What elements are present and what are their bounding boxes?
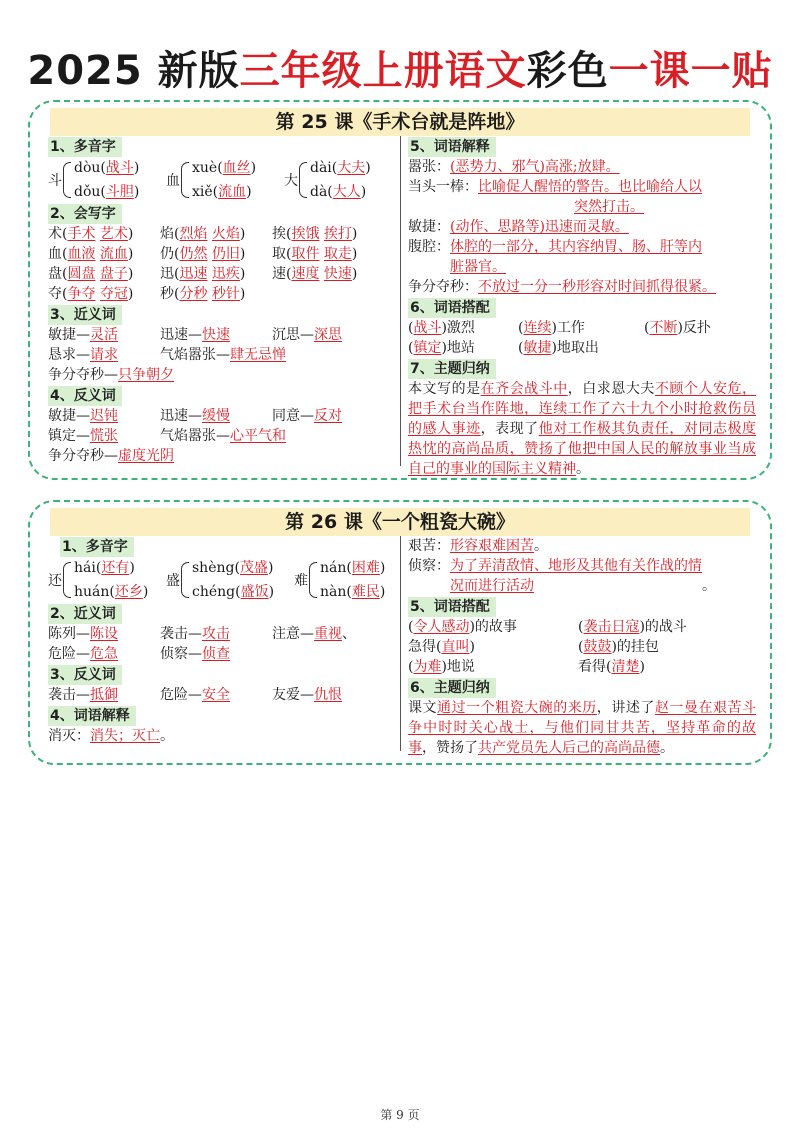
antonym-grid: 袭击—抵御 危险—安全 友爱—仇恨: [48, 687, 342, 703]
polyphone-item: 难 nán(困难) nàn(难民): [294, 560, 386, 600]
write-item: 速(速度 快速): [272, 266, 358, 282]
write-item: 术(手术 艺术): [48, 226, 134, 242]
polyphone-item: 大 dài(大夫) dà(大人): [284, 160, 371, 200]
section-heading: 6、词语搭配: [408, 298, 496, 318]
section-heading: 1、多音字: [48, 137, 122, 157]
theme-paragraph: 本文写的是在齐会战斗中，白求恩大夫不顾个人安危，把手术台当作阵地，连续工作了六十九个小时抢救伤员的感人事迹，表现了他对工作极其负责任，对同志极度热忱的高尚品质，赞扬了他把中国人民的解放事业当成自己的事业的国际主义精神。: [408, 381, 757, 477]
write-item: 挨(挨饿 挨打): [272, 226, 358, 242]
page-title: [0, 44, 800, 98]
write-item: 仍(仍然 仍旧): [160, 246, 246, 262]
polyphone-group: [48, 557, 398, 603]
section-heading: 6、主题归纳: [408, 678, 496, 698]
definition-row: 消灭： 消失；灭亡 。: [48, 728, 174, 744]
write-item: 焰(烈焰 火焰): [160, 226, 246, 242]
synonym-grid: 陈列—陈设 袭击—攻击 注意—重视、 危险—危急 侦察—侦查: [48, 626, 356, 662]
write-chars-grid: [48, 224, 398, 304]
section-heading: 3、近义词: [48, 305, 122, 325]
collocation-grid: (令人感动)的故事 (袭击日寇)的战斗 急得(直叫) (鼓鼓)的挂包 (为难)地说 看得(清楚): [408, 619, 687, 675]
column-divider: [400, 536, 401, 751]
section-heading: 2、近义词: [48, 604, 122, 624]
brace-icon: [309, 562, 317, 598]
title-grade: 三年级上册语文: [239, 48, 527, 94]
write-item: 秒(分秒 秒针): [160, 286, 246, 302]
theme-paragraph: 课文通过一个粗瓷大碗的来历，讲述了赵一曼在艰苦斗争中时时关心战士，与他们同甘共苦，坚持革命的故事，赞扬了共产党员先人后己的高尚品德。: [408, 700, 757, 756]
definition-row: 侦察： 为了弄清敌情、地形及其他有关作战的情 况而进行活动 。: [408, 558, 716, 594]
lesson-25-left-column: [48, 136, 398, 466]
write-item: 取(取件 取走): [272, 246, 358, 262]
section-heading: 4、反义词: [48, 386, 122, 406]
lesson-26-heading: 第 26 课《一个粗瓷大碗》: [50, 508, 750, 536]
lesson-26-left-column: [48, 536, 398, 746]
section-heading: 2、会写字: [48, 204, 122, 224]
lesson-25-right-column: [408, 136, 756, 479]
write-item: 迅(迅速 迅疾): [160, 266, 246, 282]
lesson-26-card: [28, 500, 772, 765]
antonym-grid: 敏捷—迟钝 迅速—缓慢 同意—反对 镇定—慌张 气焰嚣张—心平气和 争分夺秒—虚度光阴: [48, 408, 342, 464]
definition-row: 嚣张： (恶势力、邪气)高涨;放肆。: [408, 159, 620, 175]
definition-row: 争分夺秒： 不放过一分一秒形容对时间抓得很紧。: [408, 279, 716, 295]
write-item: 血(血液 流血): [48, 246, 134, 262]
synonym-grid: 敏捷—灵活 迅速—快速 沉思—深思 恳求—请求 气焰嚣张—肆无忌惮 争分夺秒—只争朝夕: [48, 327, 342, 383]
brace-icon: [63, 562, 71, 598]
brace-icon: [181, 562, 189, 598]
write-item: 盘(圆盘 盘子): [48, 266, 134, 282]
write-item: 夺(争夺 夺冠): [48, 286, 134, 302]
brace-icon: [63, 162, 71, 198]
definition-row: 艰苦： 形容艰难困苦 。: [408, 538, 548, 554]
polyphone-item: 斗 dòu(战斗) dǒu(斗胆): [48, 160, 140, 200]
polyphone-item: 还 hái(还有) huán(还乡): [48, 560, 149, 600]
page-number: 第 9 页: [380, 1108, 420, 1122]
brace-icon: [181, 162, 189, 198]
collocation-row: (镇定)地站 (敏捷)地取出: [408, 340, 599, 356]
column-divider: [400, 136, 401, 466]
section-heading: 5、词语解释: [408, 137, 496, 157]
section-heading: 1、多音字: [60, 537, 134, 557]
polyphone-group: [48, 157, 398, 203]
definition-row: 当头一棒： 比喻促人醒悟的警告。也比喻给人以 突然打击。: [408, 179, 702, 215]
polyphone-item: 盛 shèng(茂盛) chéng(盛饭): [166, 560, 275, 600]
section-heading: 4、词语解释: [48, 706, 136, 726]
polyphone-item: 血 xuè(血丝) xiě(流血): [166, 160, 257, 200]
lesson-25-heading: 第 25 课《手术台就是阵地》: [50, 108, 750, 136]
definition-row: 敏捷： (动作、思路等)迅速而灵敏。: [408, 219, 629, 235]
section-heading: 5、词语搭配: [408, 597, 496, 617]
title-sticker: 一课一贴: [608, 48, 773, 94]
brace-icon: [299, 162, 307, 198]
title-color: 彩色: [526, 48, 609, 94]
lesson-25-card: [28, 100, 772, 480]
lesson-26-right-column: [408, 536, 756, 758]
section-heading: 7、主题归纳: [408, 359, 496, 379]
collocation-row: (战斗)激烈 (连续)工作 (不断)反扑: [408, 320, 711, 336]
section-heading: 3、反义词: [48, 665, 122, 685]
definition-row: 腹腔： 体腔的一部分，其内容纳胃、肠、肝等内 脏器官。: [408, 239, 702, 275]
title-year: 2025 新版: [27, 48, 240, 94]
